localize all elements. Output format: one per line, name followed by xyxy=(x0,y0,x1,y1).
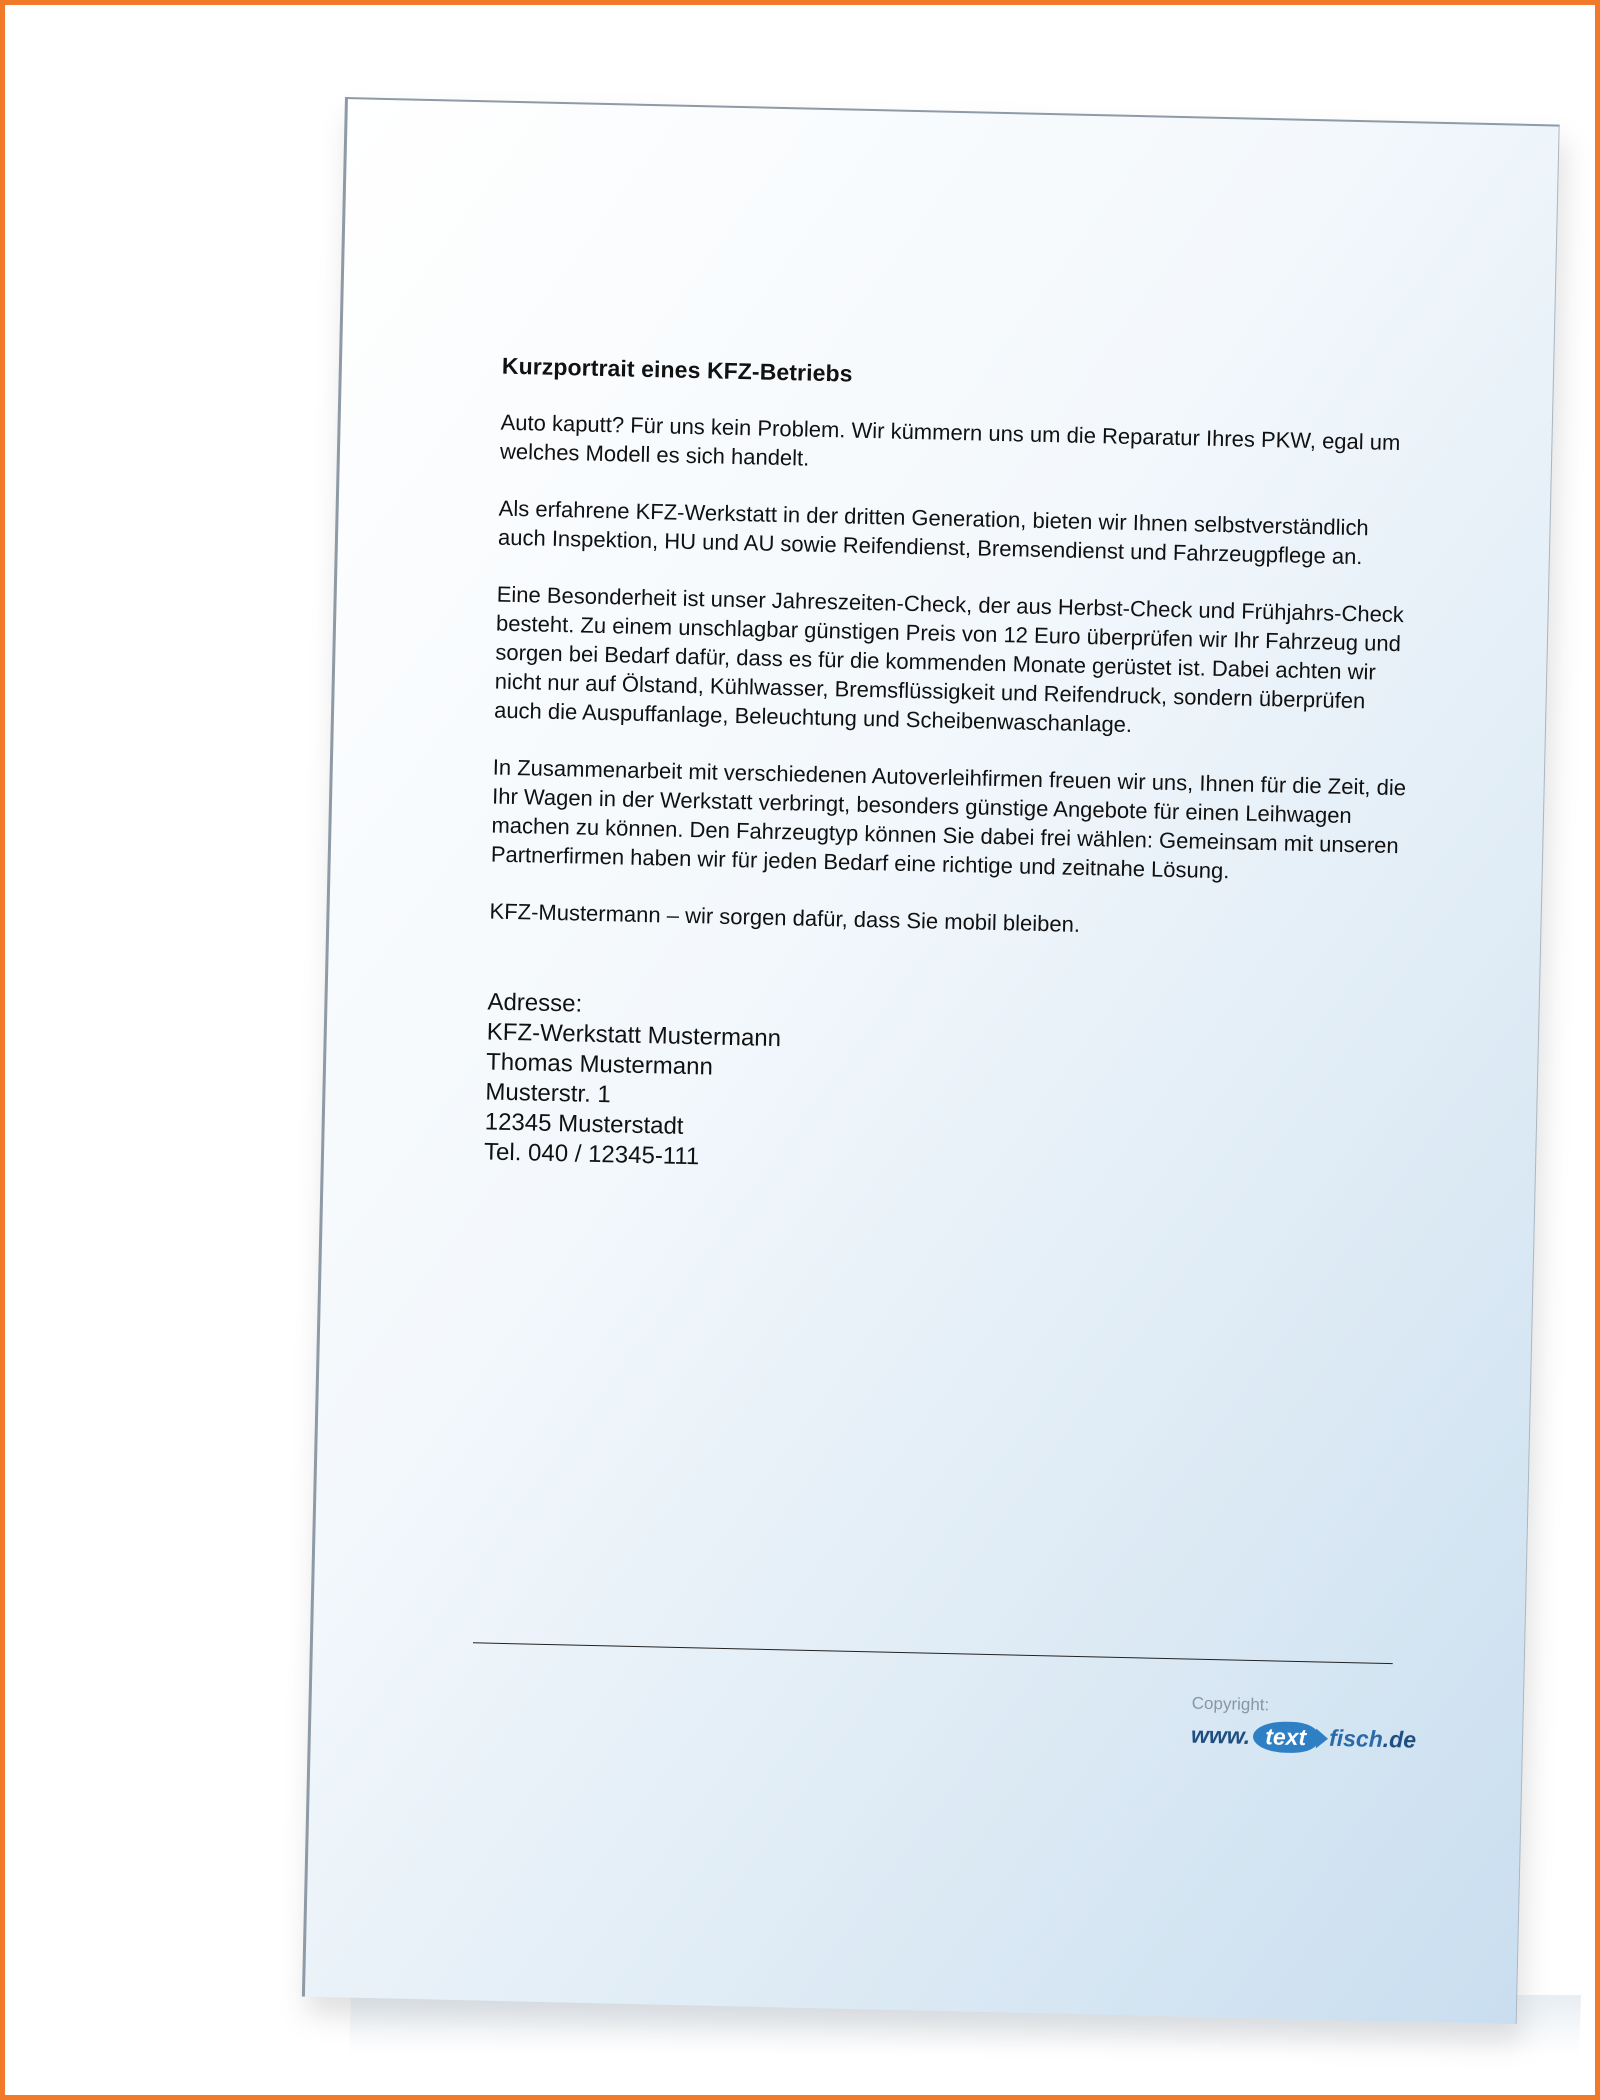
address-name: Thomas Mustermann xyxy=(485,1048,714,1081)
document-content xyxy=(484,353,1422,1189)
address-phone: Tel. 040 / 12345-111 xyxy=(483,1138,700,1171)
copyright-label: Copyright: xyxy=(1191,1693,1270,1715)
paragraph-rental: In Zusammenarbeit mit verschiedenen Autoverleihfirmen freuen wir uns, Ihnen für die Zeit, die Ihr Wagen in der Werkstatt verbringt, besonders günstige Angebote für einen Leihwagen machen zu können. Den Fahrzeugtyp können Sie dabei frei wählen: Gemeinsam mit unseren Partnerfirmen haben wir für jeden Bedarf eine richtige und zeitnahe Lösung. xyxy=(490,754,1407,884)
address-company: KFZ-Werkstatt Mustermann xyxy=(486,1018,782,1053)
logo-fisch: fisch xyxy=(1328,1724,1384,1752)
address-label: Adresse: xyxy=(487,988,583,1018)
textfisch-logo xyxy=(1191,1720,1417,1756)
paragraph-season-check: Eine Besonderheit ist unser Jahreszeiten-Check, der aus Herbst-Check und Frühjahrs-Check besteht. Zu einem unschlagbar günstigen Preis von 12 Euro überprüfen wir Ihr Fahrzeug und sorgen bei Bedarf dafür, dass es für die kommenden Monate gerüstet ist. Dabei achten wir nicht nur auf Ölstand, Kühlwasser, Bremsflüssigkeit und Reifendruck, sondern überprüfen auch die Auspuffanlage, Beleuchtung und Scheibenwaschanlage. xyxy=(493,581,1405,738)
address-city: 12345 Musterstadt xyxy=(484,1108,684,1140)
logo-de: .de xyxy=(1382,1725,1417,1753)
logo-text: text xyxy=(1264,1723,1307,1751)
paragraph-intro: Auto kaputt? Für uns kein Problem. Wir kümmern uns um die Reparatur Ihres PKW, egal um welches Modell es sich handelt. xyxy=(499,409,1401,471)
document-page xyxy=(302,97,1560,2024)
copyright-block xyxy=(1191,1694,1417,1756)
document-title: Kurzportrait eines KFZ-Betriebs xyxy=(501,352,853,387)
footer-divider xyxy=(473,1642,1393,1664)
paragraph-slogan: KFZ-Mustermann – wir sorgen dafür, dass Sie mobil bleiben. xyxy=(489,898,1081,937)
paragraph-services: Als erfahrene KFZ-Werkstatt in der dritten Generation, bieten wir Ihnen selbstverständlich auch Inspektion, HU und AU sowie Reifendienst, Bremsendienst und Fahrzeugpflege an. xyxy=(497,495,1370,570)
address-street: Musterstr. 1 xyxy=(485,1078,612,1109)
fish-icon xyxy=(1253,1721,1319,1753)
logo-www: www. xyxy=(1190,1721,1251,1749)
address-block xyxy=(484,987,1408,1188)
